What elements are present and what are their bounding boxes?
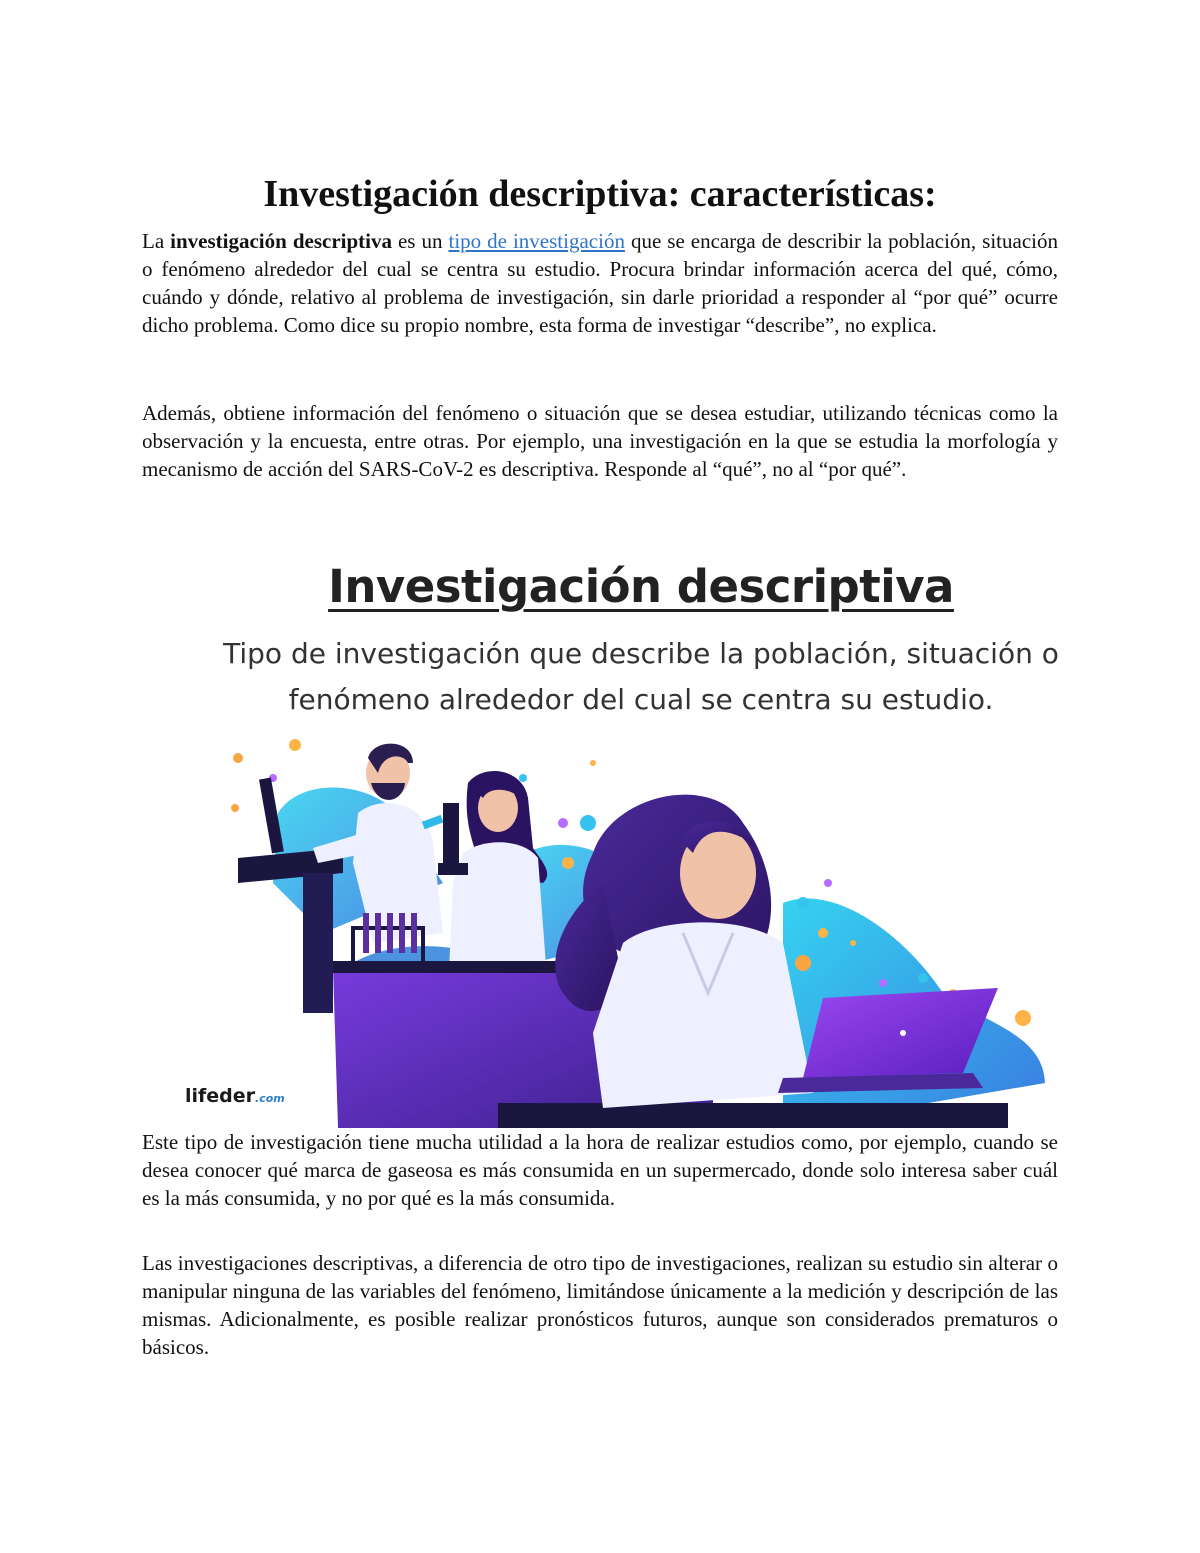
figure-subtitle (183, 631, 1099, 723)
paragraph-text: que se encarga de describir la población, situación o fenómeno alrededor del cual se centra su estudio. Procura brindar información acerca del qué, cómo, cuándo y dónde, relativo al problema de investigación, sin darle prioridad a responder al “por qué” ocurre dicho problema. Como dice su propio nombre, esta forma de investigar “describe”, no explica. (142, 229, 1058, 337)
paragraph-text: es un (391, 229, 449, 253)
research-type-link[interactable]: tipo de investigación (448, 229, 625, 253)
bold-term: investigación descriptiva (170, 229, 392, 253)
logo-suffix: .com (255, 1092, 285, 1105)
paragraph-utility: Este tipo de investigación tiene mucha utilidad a la hora de realizar estudios como, por ejemplo, cuando se desea conocer qué marca de gaseosa es más consumida en un supermercado, donde solo interesa saber cuál es la más consumida, y no por qué es la más consumida. (142, 1130, 1058, 1210)
figure-subtitle-line: fenómeno alrededor del cual se centra su estudio. (288, 683, 994, 716)
figure-title: Investigación descriptiva (328, 560, 954, 613)
infographic-figure (183, 555, 1099, 1128)
lifeder-logo (185, 1085, 285, 1107)
paragraph-differences: Las investigaciones descriptivas, a diferencia de otro tipo de investigaciones, realizan su estudio sin alterar o manipular ninguna de las variables del fenómeno, limitándose únicamente a la medición y descripción de las mismas. Adicionalmente, es posible realizar pronósticos futuros, aunque son considerados prematuros o básicos. (142, 1251, 1058, 1359)
paragraph-lead: La (142, 229, 171, 253)
logo-text: lifeder (185, 1085, 256, 1107)
figure-subtitle-line: Tipo de investigación que describe la población, situación o (223, 637, 1059, 670)
paragraph-techniques: Además, obtiene información del fenómeno o situación que se desea estudiar, utilizando técnicas como la observación y la encuesta, entre otras. Por ejemplo, una investigación en la que se estudia la morfología y mecanismo de acción del SARS-CoV-2 es descriptiva. Responde al “qué”, no al “por qué”. (142, 401, 1058, 481)
scientists-illustration (183, 733, 1099, 1128)
document-title: Investigación descriptiva: características: (263, 173, 937, 215)
paragraph-definition (142, 227, 1058, 339)
